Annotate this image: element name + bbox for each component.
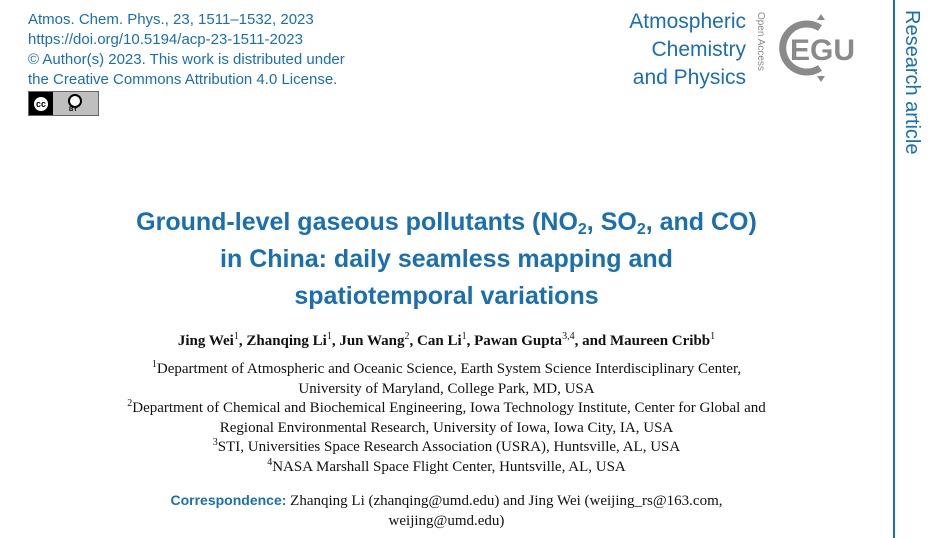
journal-name	[629, 8, 746, 92]
cc-icon: cc	[32, 95, 50, 113]
affiliation-list	[0, 360, 893, 477]
side-divider	[893, 0, 895, 538]
author: Jing Wei$^1$,	[177, 331, 247, 349]
author: Jun Wang$^2$,	[339, 331, 418, 349]
title-line-3: spatiotemporal variations	[294, 282, 599, 310]
affiliation-4: $^4$NASA Marshall Space Flight Center, Huntsville, AL, USA	[267, 456, 626, 475]
author: Pawan Gupta$^{3,4}$, and	[474, 331, 610, 349]
egu-logo-icon	[770, 10, 865, 85]
correspondence	[0, 490, 893, 531]
author: Maureen Cribb$^1$	[610, 331, 716, 349]
title-line-1: Ground-level gaseous pollutants ($NO_2$, $SO_2$, and CO)	[136, 208, 757, 238]
correspondence-emails[interactable]: Zhanqing Li (zhanqing@umd.edu) and Jing Wei (weijing_rs@163.com,	[286, 493, 723, 509]
open-access-label: Open Access	[755, 12, 766, 71]
doi-link[interactable]: https://doi.org/10.5194/acp-23-1511-2023	[28, 31, 303, 48]
article-type-label: Research article	[901, 10, 923, 155]
author-list	[0, 333, 893, 350]
affiliation-3: $^3$STI, Universities Space Research Association (USRA), Huntsville, AL, USA	[212, 437, 681, 455]
cc-by-license-icon[interactable]	[28, 91, 99, 116]
paper-title	[0, 204, 893, 315]
citation: Atmos. Chem. Phys., 23, 1511–1532, 2023	[28, 11, 314, 28]
affiliation-1: $^1$Department of Atmospheric and Oceanic Science, Earth System Science Interdisciplinary Center,	[151, 359, 742, 377]
attribution-person-icon	[68, 94, 82, 108]
correspondence-label: Correspondence:	[170, 492, 287, 508]
journal-name-line3: and Physics	[632, 66, 746, 89]
affiliation-1-cont: University of Maryland, College Park, MD, USA	[298, 380, 595, 397]
journal-name-line1: Atmospheric	[629, 10, 746, 33]
egu-logo-text: EGU	[790, 34, 856, 67]
author: Can Li$^1$,	[417, 331, 475, 349]
journal-name-line2: Chemistry	[651, 38, 746, 61]
correspondence-line-2[interactable]: weijing@umd.edu)	[388, 513, 505, 529]
article-meta	[28, 10, 345, 90]
title-line-2: in China: daily seamless mapping and	[220, 245, 673, 273]
copyright-notice: © Author(s) 2023. This work is distributed under	[28, 51, 345, 68]
affiliation-2: $^2$Department of Chemical and Biochemical Engineering, Iowa Technology Institute, Center for Global and	[127, 398, 766, 416]
by-label: BY	[69, 107, 78, 113]
author: Zhanqing Li$^1$,	[246, 331, 340, 349]
affiliation-2-cont: Regional Environmental Research, University of Iowa, Iowa City, IA, USA	[219, 419, 674, 436]
license-notice[interactable]: the Creative Commons Attribution 4.0 License.	[28, 71, 338, 88]
correspondence-line-1	[0, 490, 893, 511]
